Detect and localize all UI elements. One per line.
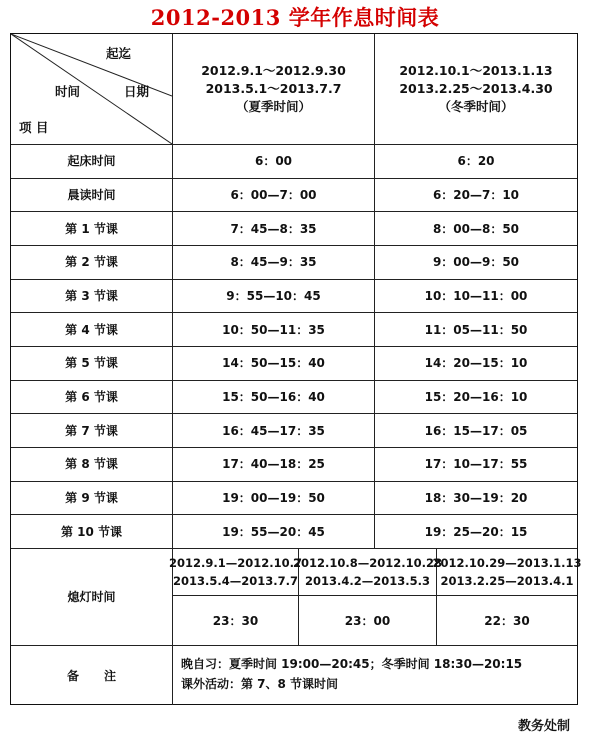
row-label: 第 6 节课 [65, 390, 118, 405]
lights-period-3-dates [432, 548, 582, 595]
row-summer-time: 9：55—10：45 [226, 289, 321, 304]
row-winter-time: 8：00—8：50 [432, 221, 520, 236]
row-label: 第 3 节课 [65, 289, 118, 304]
lights-period-1-range-2: 2013.5.4—2013.7.7 [173, 573, 298, 588]
remarks-activities: 课外活动：第 7、8 节课时间 [181, 677, 339, 691]
row-winter-time: 10：10—11：00 [424, 289, 528, 304]
remarks-label: 备 注 [66, 668, 117, 683]
summer-range-2: 2013.5.1～2013.7.7 [205, 81, 342, 96]
lights-period-2-dates [293, 548, 443, 595]
lights-period-2-time: 23：00 [344, 614, 391, 628]
row-label: 晨读时间 [67, 188, 116, 203]
winter-header [375, 34, 577, 144]
row-label: 第 2 节课 [65, 255, 118, 270]
row-summer-time: 6：00—7：00 [230, 188, 317, 203]
lights-period-3-range-1: 2012.10.29—2013.1.13 [432, 555, 582, 570]
row-winter-time: 11：05—11：50 [424, 322, 528, 337]
row-summer-time: 15：50—16：40 [222, 390, 325, 405]
lights-period-1-time: 23：30 [212, 614, 259, 628]
row-summer-time: 19：00—19：50 [222, 491, 325, 506]
summer-header [173, 34, 374, 144]
row-summer-time: 19：55—20：45 [222, 524, 325, 539]
row-winter-time: 6：20—7：10 [432, 188, 520, 203]
row-winter-time: 14：20—15：10 [424, 356, 528, 371]
page-title: 2012-2013 学年作息时间表 [150, 5, 440, 30]
row-label: 起床时间 [67, 154, 116, 169]
issuer-footer: 教务处制 [517, 719, 570, 734]
corner-label-start-end: 起迄 [106, 46, 132, 61]
lights-period-3-time: 22：30 [484, 614, 530, 628]
summer-season-label: （夏季时间） [235, 99, 311, 114]
row-winter-time: 19：25—20：15 [424, 524, 528, 539]
row-label: 第 5 节课 [65, 356, 118, 371]
corner-label-item: 项 目 [19, 120, 49, 135]
row-winter-time: 16：15—17：05 [424, 423, 528, 438]
lights-period-3-range-2: 2013.2.25—2013.4.1 [440, 573, 574, 588]
row-label: 第 7 节课 [65, 423, 118, 438]
row-winter-time: 9：00—9：50 [432, 255, 520, 270]
lights-period-1-range-1: 2012.9.1—2012.10.7 [169, 555, 302, 570]
winter-range-1: 2012.10.1～2013.1.13 [399, 63, 553, 78]
lights-period-2-range-1: 2012.10.8—2012.10.28 [293, 555, 443, 570]
row-summer-time: 6：00 [254, 154, 293, 169]
lights-period-2-range-2: 2013.4.2—2013.5.3 [305, 573, 430, 588]
winter-season-label: （冬季时间） [438, 99, 514, 114]
row-label: 第 9 节课 [65, 491, 118, 506]
corner-label-time: 时间 [55, 84, 81, 99]
row-winter-time: 17：10—17：55 [424, 457, 528, 472]
corner-label-date: 日期 [124, 84, 150, 99]
row-summer-time: 16：45—17：35 [222, 423, 325, 438]
row-winter-time: 18：30—19：20 [424, 491, 528, 506]
row-label: 第 4 节课 [65, 322, 118, 337]
row-label: 第 10 节课 [60, 524, 123, 539]
row-label: 第 8 节课 [65, 457, 118, 472]
lights-period-1-dates [169, 548, 302, 595]
remarks-evening-study: 晚自习：夏季时间 19:00—20:45；冬季时间 18:30—20:15 [181, 657, 523, 671]
row-winter-time: 6：20 [457, 154, 495, 169]
row-winter-time: 15：20—16：10 [424, 390, 528, 405]
row-summer-time: 17：40—18：25 [222, 457, 325, 472]
row-summer-time: 7：45—8：35 [230, 221, 317, 236]
lights-out-label: 熄灯时间 [67, 590, 116, 604]
row-summer-time: 14：50—15：40 [222, 356, 325, 371]
schedule-table [10, 33, 582, 705]
remarks-col-divider [172, 645, 173, 705]
summer-range-1: 2012.9.1～2012.9.30 [201, 63, 346, 78]
row-summer-time: 10：50—11：35 [222, 322, 325, 337]
row-label: 第 1 节课 [65, 221, 118, 236]
winter-range-2: 2013.2.25～2013.4.30 [399, 81, 553, 96]
row-summer-time: 8：45—9：35 [230, 255, 317, 270]
